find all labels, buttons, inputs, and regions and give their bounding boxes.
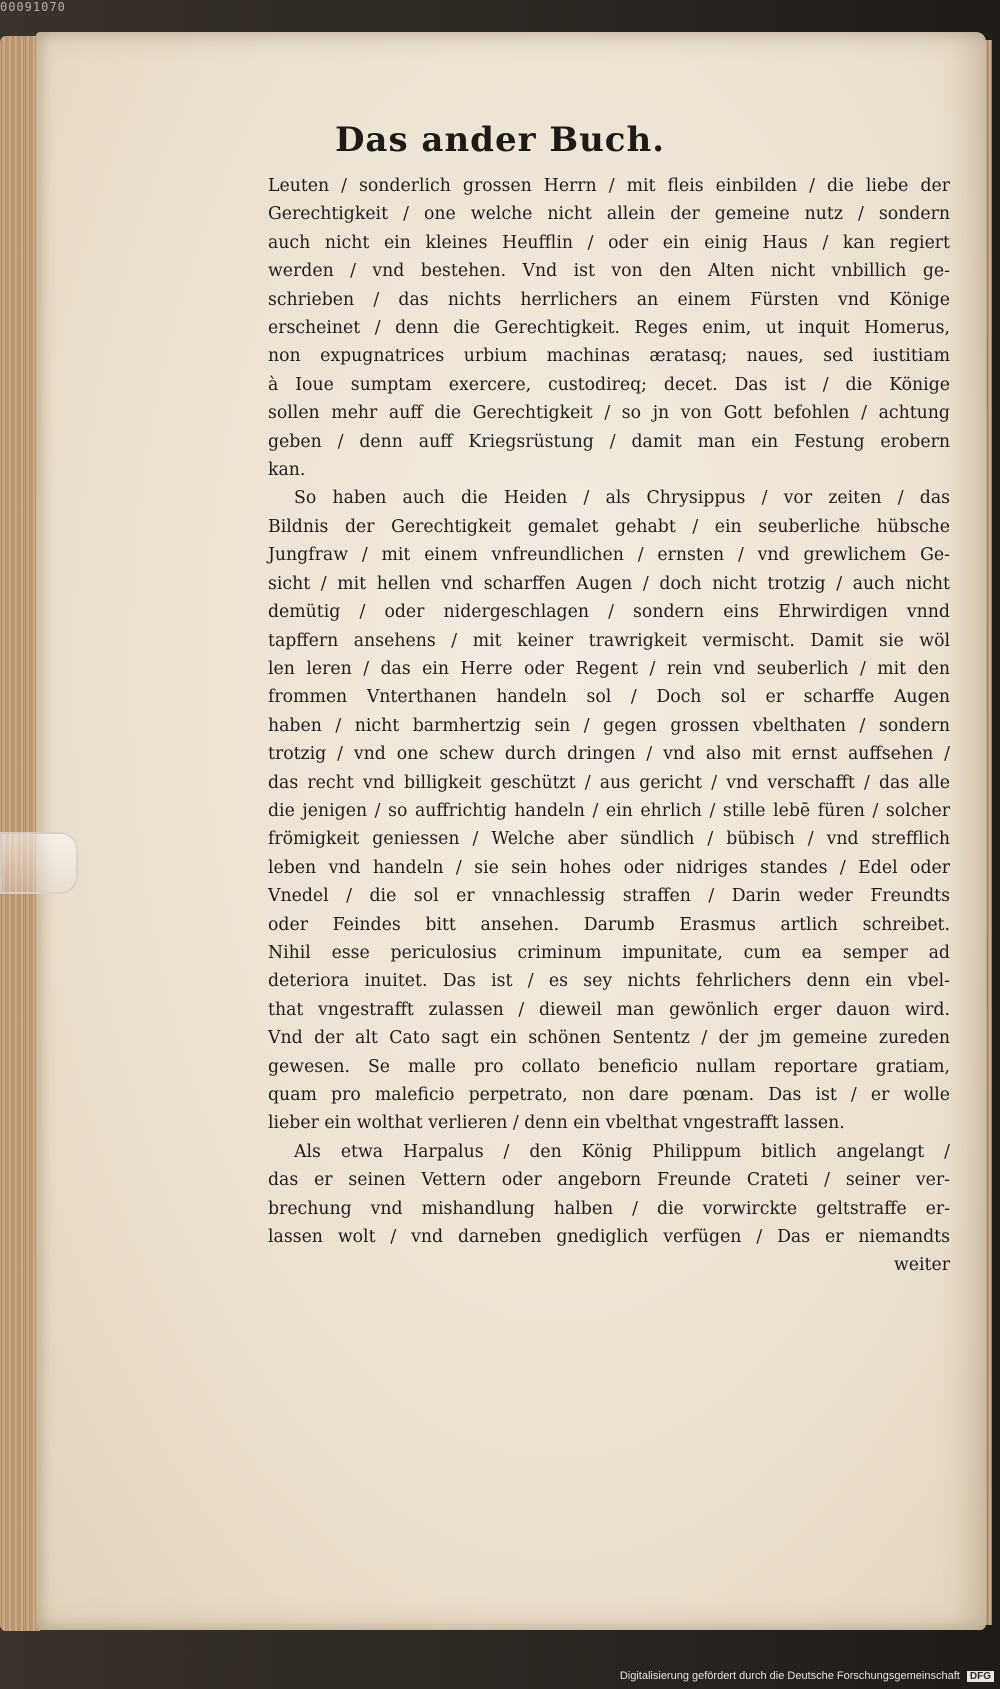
text-line: kan. (268, 460, 306, 481)
page-clip (0, 832, 78, 894)
text-line: lieber ein wolthat verlieren / denn ein vbelthat vngestrafft lassen. (268, 1113, 845, 1134)
text-line: das er seinen Vettern oder angeborn Freunde Crateti / seiner ver- (268, 1170, 950, 1191)
text-line: trotzig / vnd one schew durch dringen / vnd also mit ernst auffsehen / (268, 744, 950, 765)
text-line: Als etwa Harpalus / den König Philippum bitlich angelangt / (294, 1141, 950, 1162)
text-line: Bildnis der Gerechtigkeit gemalet gehabt / ein seuberliche hübsche (268, 516, 950, 537)
text-line: auch nicht ein kleines Heufflin / oder ein einig Haus / kan regiert (268, 232, 950, 253)
text-line: geben / denn auff Kriegsrüstung / damit man ein Festung erobern (268, 431, 950, 452)
text-line: sollen mehr auff die Gerechtigkeit / so jn von Gott befohlen / achtung (268, 403, 950, 424)
text-line: das recht vnd billigkeit geschützt / aus gericht / vnd verschafft / das alle (268, 772, 950, 793)
text-line: lassen wolt / vnd darneben gnediglich verfügen / Das er niemandts (268, 1227, 950, 1248)
footer-text: Digitalisierung gefördert durch die Deutsche Forschungsgemeinschaft (619, 1670, 960, 1682)
text-line: Vnd der alt Cato sagt ein schönen Sententz / der jm gemeine zureden (268, 1028, 950, 1049)
text-line: frömigkeit geniessen / Welche aber sündlich / bübisch / vnd strefflich (268, 829, 950, 850)
text-line: Gerechtigkeit / one welche nicht allein der gemeine nutz / sondern (268, 204, 950, 225)
text-line: demütig / oder nidergeschlagen / sondern eins Ehrwirdigen vnnd (268, 602, 950, 623)
page-header: Das ander Buch. (334, 120, 666, 160)
text-line: Vnedel / die sol er vnnachlessig straffen / Darin weder Freundts (268, 886, 950, 907)
text-line: werden / vnd bestehen. Vnd ist von den Alten nicht vnbillich ge- (268, 261, 950, 282)
text-line: leben vnd handeln / sie sein hohes oder nidriges standes / Edel oder (268, 857, 950, 878)
dfg-logo: DFG (967, 1671, 994, 1682)
text-line: len leren / das ein Herre oder Regent / rein vnd seuberlich / mit den (268, 658, 950, 679)
footer (0, 1670, 994, 1682)
text-line: frommen Vnterthanen handeln sol / Doch sol er scharffe Augen (268, 687, 950, 708)
text-line: weiter (894, 1255, 950, 1276)
text-line: die jenigen / so auffrichtig handeln / ein ehrlich / stille lebē füren / solcher (268, 800, 950, 821)
text-line: So haben auch die Heiden / als Chrysippus / vor zeiten / das (294, 488, 950, 509)
text-line: deteriora inuitet. Das ist / es sey nichts fehrlichers denn ein vbel- (268, 971, 950, 992)
text-line: that vngestrafft zulassen / dieweil man gewönlich erger dauon wird. (268, 999, 950, 1020)
text-line: à Ioue sumptam exercere, custodireq; decet. Das ist / die Könige (268, 374, 950, 395)
text-line: tapffern ansehens / mit keiner trawrigkeit vermischt. Damit sie wöl (268, 630, 950, 651)
body-text (268, 172, 950, 1280)
text-line: non expugnatrices urbium machinas æratasq; naues, sed iustitiam (268, 346, 950, 367)
scan-id: 00091070 (0, 0, 66, 14)
text-line: Leuten / sonderlich grossen Herrn / mit fleis einbilden / die liebe der (268, 176, 950, 196)
text-line: oder Feindes bitt ansehen. Darumb Erasmus artlich schreibet. (268, 914, 950, 935)
text-line: quam pro maleficio perpetrato, non dare pœnam. Das ist / er wolle (268, 1085, 950, 1105)
text-line: brechung vnd mishandlung halben / die vorwirckte geltstraffe er- (268, 1198, 950, 1219)
text-line: haben / nicht barmhertzig sein / gegen grossen vbelthaten / sondern (268, 715, 950, 736)
text-line: sicht / mit hellen vnd scharffen Augen / doch nicht trotzig / auch nicht (268, 573, 950, 594)
text-line: gewesen. Se malle pro collato beneficio nullam reportare gratiam, (268, 1056, 950, 1077)
text-line: schrieben / das nichts herrlichers an einem Fürsten vnd Könige (268, 289, 950, 310)
text-line: Jungfraw / mit einem vnfreundlichen / ernsten / vnd grewlichem Ge- (268, 545, 950, 566)
text-line: erscheinet / denn die Gerechtigkeit. Reges enim, ut inquit Homerus, (268, 318, 950, 339)
text-line: Nihil esse periculosius criminum impunitate, cum ea semper ad (268, 942, 950, 963)
